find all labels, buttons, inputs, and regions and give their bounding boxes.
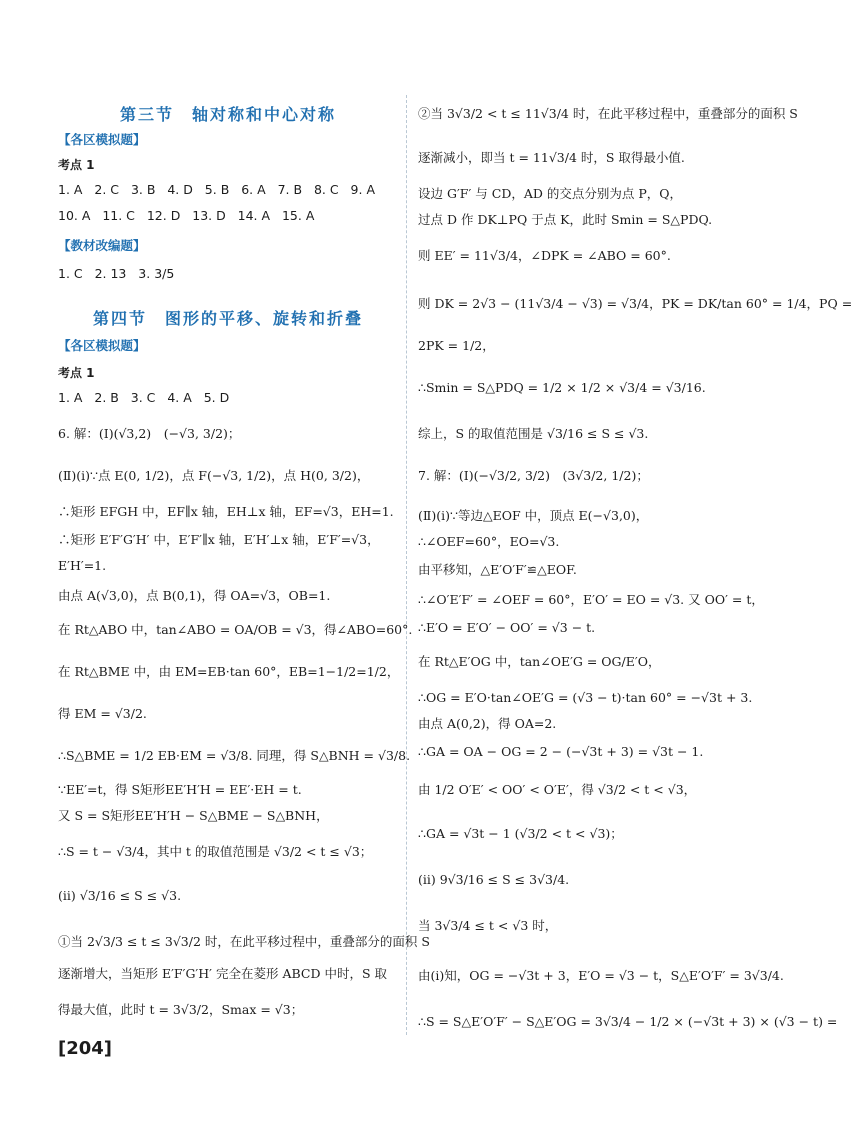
solution-line: ②当 3√3/2 < t ≤ 11√3/4 时，在此平移过程中，重叠部分的面积 S bbox=[418, 106, 798, 121]
answer-item: 1. A bbox=[58, 182, 83, 197]
solution-line: 由点 A(√3,0)，点 B(0,1)，得 OA=√3，OB=1. bbox=[58, 588, 331, 603]
solution-line: ∴S = S△E′O′F′ − S△E′OG = 3√3/4 − 1/2 × (−√3t + 3) × (√3 − t) = bbox=[418, 1014, 838, 1029]
answer-item: 11. C bbox=[102, 208, 135, 223]
solution-line: ∴GA = √3t − 1 (√3/2 < t < √3)； bbox=[418, 826, 623, 841]
section3-title: 第三节 轴对称和中心对称 bbox=[119, 105, 336, 124]
solution-line: 得 EM = √3/2. bbox=[58, 706, 147, 721]
answer-item: 14. A bbox=[237, 208, 271, 223]
answer-item: 6. A bbox=[241, 182, 266, 197]
answer-item: 15. A bbox=[281, 208, 315, 223]
solution-line: 逐渐增大，当矩形 E′F′G′H′ 完全在菱形 ABCD 中时，S 取 bbox=[58, 966, 387, 981]
solution-line: ∴OG = E′O·tan∠OE′G = (√3 − t)·tan 60° = −√3t + 3. bbox=[418, 690, 753, 705]
answer-item: 5. B bbox=[204, 182, 230, 197]
answer-item: 3. B bbox=[130, 182, 156, 197]
page-number: [204] bbox=[58, 1038, 113, 1059]
solution-line: 由 1/2 O′E′ < OO′ < O′E′，得 √3/2 < t < √3， bbox=[418, 782, 697, 797]
solution-line: 在 Rt△BME 中，由 EM=EB·tan 60°，EB=1−1/2=1/2， bbox=[58, 664, 400, 679]
solution-line: 综上，S 的取值范围是 √3/16 ≤ S ≤ √3. bbox=[418, 426, 649, 441]
answer-item: 2. C bbox=[94, 182, 120, 197]
column-divider bbox=[406, 95, 407, 1035]
solution-line: 得最大值，此时 t = 3√3/2，Smax = √3； bbox=[58, 1002, 304, 1017]
answer-item: 9. A bbox=[350, 182, 375, 197]
solution-line: 7. 解：(Ⅰ)(−√3/2, 3/2) (3√3/2, 1/2)； bbox=[418, 468, 649, 483]
solution-line: 又 S = S矩形EE′H′H − S△BME − S△BNH， bbox=[58, 808, 329, 823]
answer-item: 4. A bbox=[167, 390, 192, 405]
answer-item: 1. A bbox=[58, 390, 83, 405]
section3-mock-tag: 【各区模拟题】 bbox=[58, 132, 146, 147]
solution-line: 则 DK = 2√3 − (11√3/4 − √3) = √3/4，PK = DK/tan 60° = 1/4，PQ = bbox=[418, 296, 852, 311]
solution-line: 由点 A(0,2)，得 OA=2. bbox=[418, 716, 557, 731]
solution-line: 则 EE′ = 11√3/4，∠DPK = ∠ABO = 60°. bbox=[418, 248, 671, 263]
solution-line: (Ⅱ)(ⅰ)∵点 E(0, 1/2)，点 F(−√3, 1/2)，点 H(0, 3/2)， bbox=[58, 468, 370, 483]
solution-line: 在 Rt△ABO 中，tan∠ABO = OA/OB = √3，得∠ABO=60°. bbox=[58, 622, 413, 637]
section4-title: 第四节 图形的平移、旋转和折叠 bbox=[92, 309, 363, 328]
solution-line: (ⅱ) 9√3/16 ≤ S ≤ 3√3/4. bbox=[418, 872, 570, 887]
section4-answers bbox=[58, 390, 229, 405]
solution-line: 当 3√3/4 ≤ t < √3 时， bbox=[418, 918, 558, 933]
section4-kaodian: 考点 1 bbox=[58, 366, 95, 380]
section3-answers-row2 bbox=[58, 208, 314, 223]
solution-line: ∴Smin = S△PDQ = 1/2 × 1/2 × √3/4 = √3/16. bbox=[418, 380, 706, 395]
answer-item: 2. 13 bbox=[94, 266, 127, 281]
solution-line: ①当 2√3/3 ≤ t ≤ 3√3/2 时，在此平移过程中，重叠部分的面积 S bbox=[58, 934, 430, 949]
solution-line: ∵EE′=t，得 S矩形EE′H′H = EE′·EH = t. bbox=[58, 782, 302, 797]
solution-line: ∴E′O = E′O′ − OO′ = √3 − t. bbox=[418, 620, 596, 635]
solution-line: 由平移知，△E′O′F′≌△EOF. bbox=[418, 562, 577, 577]
solution-line: (ⅱ) √3/16 ≤ S ≤ √3. bbox=[58, 888, 182, 903]
answer-item: 13. D bbox=[192, 208, 226, 223]
section3-textbook-tag: 【教材改编题】 bbox=[58, 238, 146, 253]
solution-line: 6. 解：(Ⅰ)(√3,2) (−√3, 3/2)； bbox=[58, 426, 241, 441]
answer-item: 2. B bbox=[94, 390, 119, 405]
solution-line: 2PK = 1/2， bbox=[418, 338, 495, 353]
solution-line: E′H′=1. bbox=[58, 558, 107, 573]
solution-line: 逐渐减小，即当 t = 11√3/4 时，S 取得最小值. bbox=[418, 150, 685, 165]
solution-line: ∴矩形 EFGH 中，EF∥x 轴，EH⊥x 轴，EF=√3，EH=1. bbox=[58, 504, 394, 519]
section3-kaodian: 考点 1 bbox=[58, 158, 95, 172]
section3-answers-row1 bbox=[58, 182, 375, 197]
answer-item: 10. A bbox=[58, 208, 91, 223]
solution-line: ∴GA = OA − OG = 2 − (−√3t + 3) = √3t − 1. bbox=[418, 744, 704, 759]
solution-line: (Ⅱ)(ⅰ)∵等边△EOF 中，顶点 E(−√3,0)， bbox=[418, 508, 649, 523]
solution-line: 由(ⅰ)知，OG = −√3t + 3，E′O = √3 − t，S△E′O′F′ = 3√3/4. bbox=[418, 968, 784, 983]
answer-item: 1. C bbox=[58, 266, 83, 281]
solution-line: ∴∠O′E′F′ = ∠OEF = 60°，E′O′ = EO = √3. 又 OO′ = t， bbox=[418, 592, 764, 607]
section4-mock-tag: 【各区模拟题】 bbox=[58, 338, 146, 353]
answer-item: 12. D bbox=[146, 208, 181, 223]
solution-line: ∴S△BME = 1/2 EB·EM = √3/8. 同理，得 S△BNH = √3/8. bbox=[58, 748, 411, 763]
section3-textbook-answers bbox=[58, 266, 174, 281]
answer-item: 4. D bbox=[167, 182, 193, 197]
solution-line: 过点 D 作 DK⊥PQ 于点 K，此时 Smin = S△PDQ. bbox=[418, 212, 713, 227]
solution-line: ∴∠OEF=60°，EO=√3. bbox=[418, 534, 560, 549]
answer-item: 3. C bbox=[130, 390, 156, 405]
answer-item: 7. B bbox=[277, 182, 303, 197]
answer-item: 5. D bbox=[203, 390, 230, 405]
solution-line: ∴S = t − √3/4，其中 t 的取值范围是 √3/2 < t ≤ √3； bbox=[58, 844, 373, 859]
answer-item: 3. 3/5 bbox=[138, 266, 175, 281]
solution-line: 在 Rt△E′OG 中，tan∠OE′G = OG/E′O， bbox=[418, 654, 661, 669]
solution-line: 设边 G′F′ 与 CD，AD 的交点分别为点 P，Q， bbox=[418, 186, 682, 201]
answer-item: 8. C bbox=[313, 182, 339, 197]
solution-line: ∴矩形 E′F′G′H′ 中，E′F′∥x 轴，E′H′⊥x 轴，E′F′=√3， bbox=[58, 532, 380, 547]
